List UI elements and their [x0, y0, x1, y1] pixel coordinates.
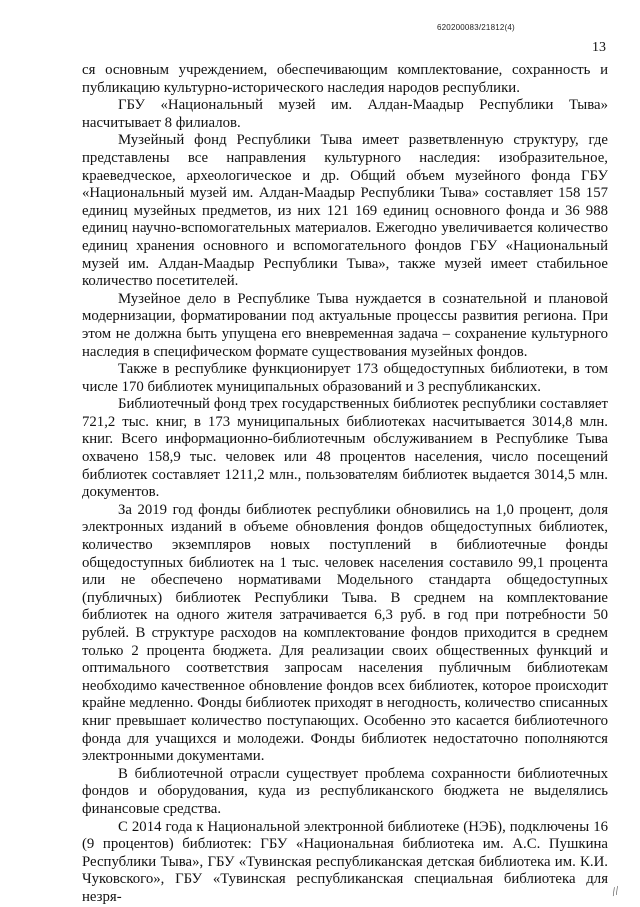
paragraph-8: В библиотечной отрасли существует проблема сохранности библиотечных фондов и оборудования, куда из республиканского бюджета не выделялись финансовые средства. — [82, 765, 608, 817]
paragraph-6: Библиотечный фонд трех государственных библиотек республики составляет 721,2 тыс. книг, в 173 муниципальных библиотеках насчитывается 3014,8 млн. книг. Всего информационно-библиотечным обслуживанием в Республике Тыва охвачено 158,9 тыс. человек или 48 процентов населения, число посещений библиотек составляет 1211,2 млн., пользователям библиотек выдается 3014,5 млн. документов. — [82, 396, 608, 501]
paragraph-4: Музейное дело в Республике Тыва нуждается в сознательной и плановой модернизации, форматировании под актуальные процессы развития региона. При этом не должна быть упущена его вневременная задача – сохранение культурного наследия в специфическом формате существования музейных фондов. — [82, 290, 608, 360]
paragraph-3: Музейный фонд Республики Тыва имеет разветвленную структуру, где представлены все направления культурного наследия: изобразительное, краеведческое, археологическое и др. Общий объем музейного фонда ГБУ «Национальный музей им. Алдан-Маадыр Республики Тыва» составляет 158 157 единиц музейных предметов, из них 121 169 единиц основного фонда и 36 988 единиц научно-вспомогательных материалов. Ежегодно увеличивается количество единиц хранения основного и вспомогательного фондов ГБУ «Национальный музей им. Алдан-Маадыр Республики Тыва», также музей имеет стабильное количество посетителей. — [82, 132, 608, 290]
paragraph-5: Также в республике функционирует 173 общедоступных библиотеки, в том числе 170 библиотек муниципальных образований и 3 республиканских. — [82, 361, 608, 395]
page-number: 13 — [592, 40, 606, 55]
paragraph-7: За 2019 год фонды библиотек республики обновились на 1,0 процент, доля электронных изданий в объеме обновления фондов общедоступных библиотек, количество экземпляров новых поступлений в библиотечные фонды общедоступных библиотек на 1 тыс. человек населения составило 99,1 процента или не обеспечено нормативами Модельного стандарта общедоступных (публичных) библиотек Республики Тыва. В среднем на комплектование библиотек на одного жителя затрачивается 6,3 руб. в год при потребности 50 рублей. В структуре расходов на комплектование фондов приходится в среднем только 2 процента бюджета. Для реализации своих общественных функций и оптимального соответствия запросам населения публичным библиотекам необходимо качественное обновление фондов всех библиотек, которое происходит крайне медленно. Фонды библиотек приходят в негодность, количество списанных книг превышает количество поступающих. Особенно это касается библиотечного фонда для учащихся и молодежи. Фонды библиотек недостаточно пополняются электронными документами. — [82, 501, 608, 765]
handwritten-mark: // — [609, 883, 621, 899]
paragraph-9: С 2014 года к Национальной электронной библиотеке (НЭБ), подключены 16 (9 процентов) библиотек: ГБУ «Национальная библиотека им. А.С. Пушкина Республики Тыва», ГБУ «Тувинская республиканская детская библиотека им. К.И. Чуковского», ГБУ «Тувинская республиканская специальная библиотека для незря- — [82, 818, 608, 905]
paragraph-1: ся основным учреждением, обеспечивающим комплектование, сохранность и публикацию культурно-исторического наследия народов республики. — [82, 62, 608, 96]
body-text — [82, 62, 608, 907]
paragraph-2: ГБУ «Национальный музей им. Алдан-Маадыр Республики Тыва» насчитывает 8 филиалов. — [82, 97, 608, 131]
document-id: 620200083/21812(4) — [437, 23, 515, 32]
